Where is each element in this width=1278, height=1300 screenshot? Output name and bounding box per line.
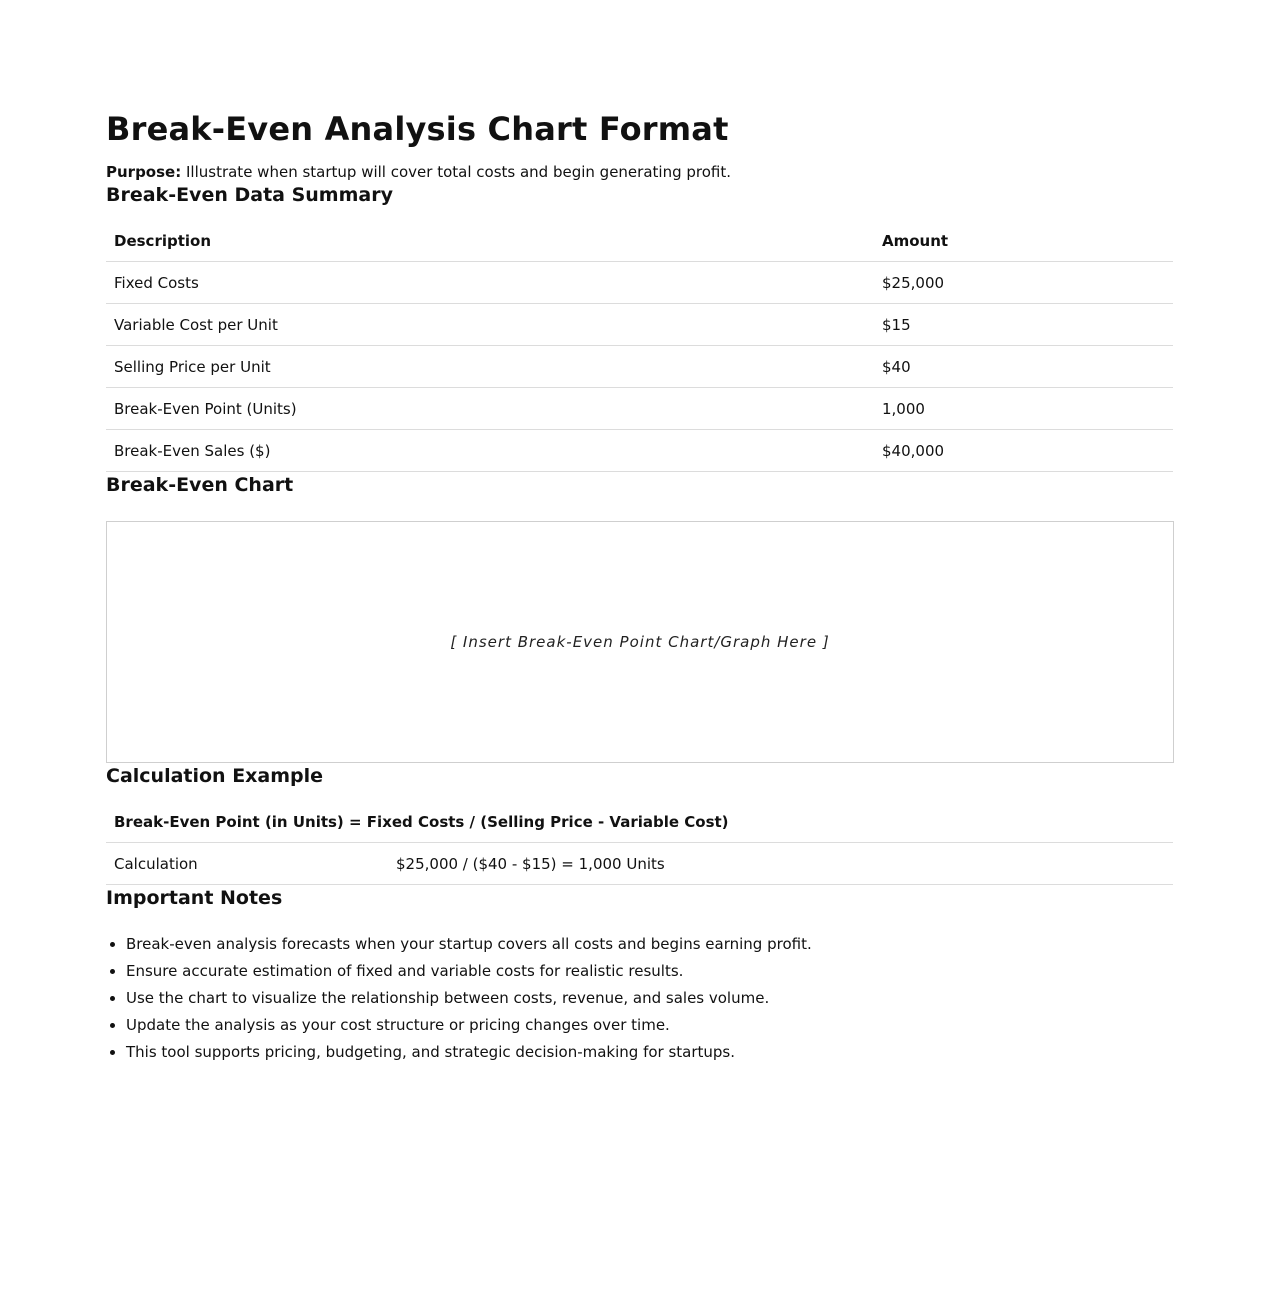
chart-heading: Break-Even Chart [106,474,294,496]
notes-list [106,931,1173,1066]
table-row [106,262,1173,304]
summary-heading: Break-Even Data Summary [106,184,393,206]
list-item: • Break-even analysis forecasts when your startup covers all costs and begins earning profit. [126,931,1173,958]
table-row [106,388,1173,430]
table-row [106,346,1173,388]
list-item: • Use the chart to visualize the relationship between costs, revenue, and sales volume. [126,985,1173,1012]
calculation-formula-row [106,801,1173,843]
document-page [106,0,1173,1066]
list-item: • Update the analysis as your cost structure or pricing changes over time. [126,1012,1173,1039]
row-amount: $15 [874,304,1173,346]
notes-heading: Important Notes [106,887,283,909]
row-amount: $40 [874,346,1173,388]
purpose-label: Purpose: [106,163,182,181]
calculation-heading: Calculation Example [106,765,324,787]
row-description: Break-Even Point (Units) [106,388,874,430]
calculation-value: $25,000 / ($40 - $15) = 1,000 Units [388,843,1173,885]
list-item: • Ensure accurate estimation of fixed and variable costs for realistic results. [126,958,1173,985]
table-row [106,430,1173,472]
row-description: Break-Even Sales ($) [106,430,874,472]
list-item: • This tool supports pricing, budgeting, and strategic decision-making for startups. [126,1039,1173,1066]
purpose-text: Illustrate when startup will cover total costs and begin generating profit. [181,163,731,181]
column-header-description: Description [106,220,874,262]
purpose-line [106,162,1173,182]
calculation-table [106,801,1173,885]
chart-placeholder-text: [ Insert Break-Even Point Chart/Graph Here ] [450,633,830,651]
table-row [106,304,1173,346]
row-description: Selling Price per Unit [106,346,874,388]
row-description: Fixed Costs [106,262,874,304]
table-row [106,843,1173,885]
column-header-amount: Amount [874,220,1173,262]
row-amount: 1,000 [874,388,1173,430]
summary-header-row [106,220,1173,262]
page-title: Break-Even Analysis Chart Format [106,110,729,148]
chart-placeholder-box [106,521,1174,763]
row-description: Variable Cost per Unit [106,304,874,346]
row-amount: $40,000 [874,430,1173,472]
calculation-label: Calculation [106,843,388,885]
row-amount: $25,000 [874,262,1173,304]
calculation-formula: Break-Even Point (in Units) = Fixed Costs / (Selling Price - Variable Cost) [106,801,1173,843]
summary-table [106,220,1173,472]
